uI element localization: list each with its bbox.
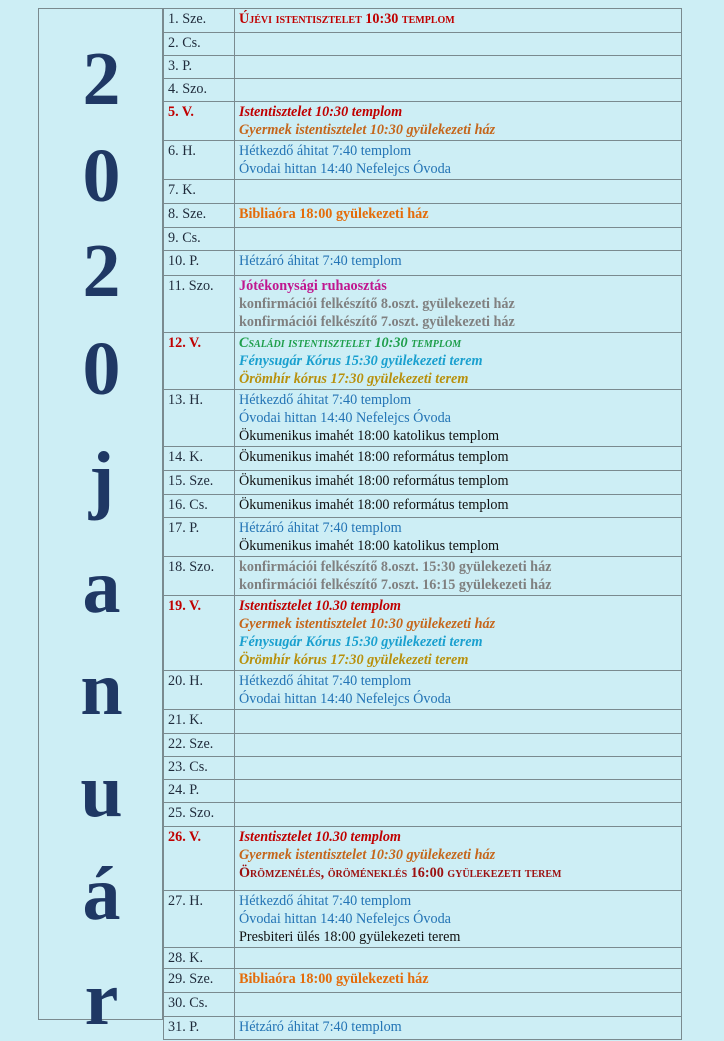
event-item: Gyermek istentisztelet 10:30 gyülekezeti ház (239, 122, 496, 138)
event-item: konfirmációi felkészítő 7.oszt. gyülekezeti ház (239, 314, 515, 330)
event-item: Istentisztelet 10.30 templom (239, 829, 401, 845)
table-row (164, 471, 682, 495)
table-row (164, 9, 682, 33)
event-item: Bibliaóra 18:00 gyülekezeti ház (239, 206, 429, 222)
side-letter: 2 (82, 229, 121, 313)
events-cell (235, 204, 682, 228)
table-row (164, 204, 682, 228)
events-cell (235, 102, 682, 141)
table-row (164, 447, 682, 471)
event-item: Hétzáró áhitat 7:40 templom (239, 1019, 402, 1035)
event-item: Örömhír kórus 17:30 gyülekezeti terem (239, 652, 469, 668)
event-item: konfirmációi felkészítő 7.oszt. 16:15 gyülekezeti ház (239, 577, 552, 593)
table-row (164, 780, 682, 803)
event-item: Újévi istentisztelet 10:30 templom (239, 11, 455, 27)
event-item: konfirmációi felkészítő 8.oszt. 15:30 gyülekezeti ház (239, 559, 552, 575)
events-cell (235, 827, 682, 891)
day-cell: 30. Cs. (164, 993, 235, 1017)
events-cell (235, 33, 682, 56)
table-row (164, 518, 682, 557)
table-row (164, 948, 682, 969)
day-cell: 13. H. (164, 390, 235, 447)
events-cell (235, 596, 682, 671)
event-item: Ökumenikus imahét 18:00 katolikus templom (239, 538, 500, 554)
events-cell (235, 141, 682, 180)
table-row (164, 276, 682, 333)
day-cell: 14. K. (164, 447, 235, 471)
table-row (164, 390, 682, 447)
events-cell (235, 79, 682, 102)
side-letter: u (80, 749, 123, 833)
events-cell (235, 276, 682, 333)
day-cell: 10. P. (164, 251, 235, 276)
events-cell (235, 495, 682, 518)
day-cell: 1. Sze. (164, 9, 235, 33)
events-cell (235, 993, 682, 1017)
table-row (164, 79, 682, 102)
table-row (164, 141, 682, 180)
event-item: Örömzenélés, öröméneklés 16:00 gyülekezeti terem (239, 865, 562, 881)
side-letter: a (82, 545, 121, 629)
side-letter: j (88, 437, 115, 521)
side-letter: 0 (82, 327, 121, 411)
day-cell: 22. Sze. (164, 734, 235, 757)
events-cell (235, 56, 682, 79)
event-item: Hétzáró áhitat 7:40 templom (239, 253, 402, 269)
event-item: Óvodai hittan 14:40 Nefelejcs Óvoda (239, 161, 451, 177)
event-item: Óvodai hittan 14:40 Nefelejcs Óvoda (239, 691, 451, 707)
calendar-table (163, 8, 682, 1040)
events-cell (235, 969, 682, 993)
table-row (164, 495, 682, 518)
side-letter: r (84, 957, 119, 1041)
day-cell: 16. Cs. (164, 495, 235, 518)
table-row (164, 827, 682, 891)
day-cell: 28. K. (164, 948, 235, 969)
table-row (164, 757, 682, 780)
events-cell (235, 390, 682, 447)
day-cell: 11. Szo. (164, 276, 235, 333)
event-item: Fénysugár Kórus 15:30 gyülekezeti terem (239, 634, 483, 650)
events-cell (235, 333, 682, 390)
day-cell: 20. H. (164, 671, 235, 710)
day-cell: 4. Szo. (164, 79, 235, 102)
day-cell: 12. V. (164, 333, 235, 390)
event-item: konfirmációi felkészítő 8.oszt. gyülekezeti ház (239, 296, 515, 312)
event-item: Hétkezdő áhitat 7:40 templom (239, 673, 412, 689)
table-row (164, 803, 682, 827)
event-item: Ökumenikus imahét 18:00 katolikus templom (239, 428, 500, 444)
event-item: Hétkezdő áhitat 7:40 templom (239, 392, 412, 408)
table-row (164, 1017, 682, 1040)
events-cell (235, 180, 682, 204)
table-row (164, 969, 682, 993)
year-month-sidebar (38, 8, 163, 1041)
table-row (164, 228, 682, 251)
day-cell: 3. P. (164, 56, 235, 79)
event-item: Presbiteri ülés 18:00 gyülekezeti terem (239, 929, 461, 945)
table-row (164, 671, 682, 710)
table-row (164, 251, 682, 276)
day-cell: 2. Cs. (164, 33, 235, 56)
event-item: Ökumenikus imahét 18:00 református templom (239, 497, 509, 513)
table-row (164, 993, 682, 1017)
event-item: Fénysugár Kórus 15:30 gyülekezeti terem (239, 353, 483, 369)
table-row (164, 56, 682, 79)
events-cell (235, 518, 682, 557)
table-row (164, 33, 682, 56)
table-row (164, 102, 682, 141)
event-item: Gyermek istentisztelet 10:30 gyülekezeti ház (239, 847, 496, 863)
events-cell (235, 1017, 682, 1040)
side-letter: n (80, 647, 123, 731)
events-cell (235, 471, 682, 495)
table-row (164, 333, 682, 390)
event-item: Istentisztelet 10.30 templom (239, 598, 401, 614)
day-cell: 8. Sze. (164, 204, 235, 228)
day-cell: 24. P. (164, 780, 235, 803)
events-cell (235, 557, 682, 596)
day-cell: 31. P. (164, 1017, 235, 1040)
table-row (164, 710, 682, 734)
events-cell (235, 9, 682, 33)
day-cell: 19. V. (164, 596, 235, 671)
event-item: Hétkezdő áhitat 7:40 templom (239, 893, 412, 909)
day-cell: 5. V. (164, 102, 235, 141)
event-item: Jótékonysági ruhaosztás (239, 278, 387, 294)
events-cell (235, 251, 682, 276)
table-row (164, 734, 682, 757)
event-item: Óvodai hittan 14:40 Nefelejcs Óvoda (239, 911, 451, 927)
day-cell: 15. Sze. (164, 471, 235, 495)
events-cell (235, 734, 682, 757)
event-item: Istentisztelet 10:30 templom (239, 104, 403, 120)
day-cell: 25. Szo. (164, 803, 235, 827)
day-cell: 27. H. (164, 891, 235, 948)
day-cell: 23. Cs. (164, 757, 235, 780)
event-item: Hétkezdő áhitat 7:40 templom (239, 143, 412, 159)
day-cell: 17. P. (164, 518, 235, 557)
day-cell: 6. H. (164, 141, 235, 180)
table-row (164, 180, 682, 204)
events-cell (235, 710, 682, 734)
day-cell: 29. Sze. (164, 969, 235, 993)
events-cell (235, 780, 682, 803)
events-cell (235, 228, 682, 251)
day-cell: 7. K. (164, 180, 235, 204)
event-item: Örömhír kórus 17:30 gyülekezeti terem (239, 371, 469, 387)
table-row (164, 596, 682, 671)
event-item: Gyermek istentisztelet 10:30 gyülekezeti ház (239, 616, 496, 632)
event-item: Családi istentisztelet 10:30 templom (239, 335, 462, 351)
table-row (164, 557, 682, 596)
event-item: Ökumenikus imahét 18:00 református templom (239, 449, 509, 465)
side-letter: 2 (82, 37, 121, 121)
event-item: Bibliaóra 18:00 gyülekezeti ház (239, 971, 429, 987)
day-cell: 18. Szo. (164, 557, 235, 596)
day-cell: 21. K. (164, 710, 235, 734)
side-letter: 0 (82, 134, 121, 218)
event-item: Hétzáró áhitat 7:40 templom (239, 520, 402, 536)
events-cell (235, 757, 682, 780)
day-cell: 9. Cs. (164, 228, 235, 251)
table-row (164, 891, 682, 948)
events-cell (235, 803, 682, 827)
side-letter: á (82, 852, 121, 936)
events-cell (235, 891, 682, 948)
events-cell (235, 671, 682, 710)
events-cell (235, 948, 682, 969)
event-item: Ökumenikus imahét 18:00 református templom (239, 473, 509, 489)
events-cell (235, 447, 682, 471)
event-item: Óvodai hittan 14:40 Nefelejcs Óvoda (239, 410, 451, 426)
day-cell: 26. V. (164, 827, 235, 891)
